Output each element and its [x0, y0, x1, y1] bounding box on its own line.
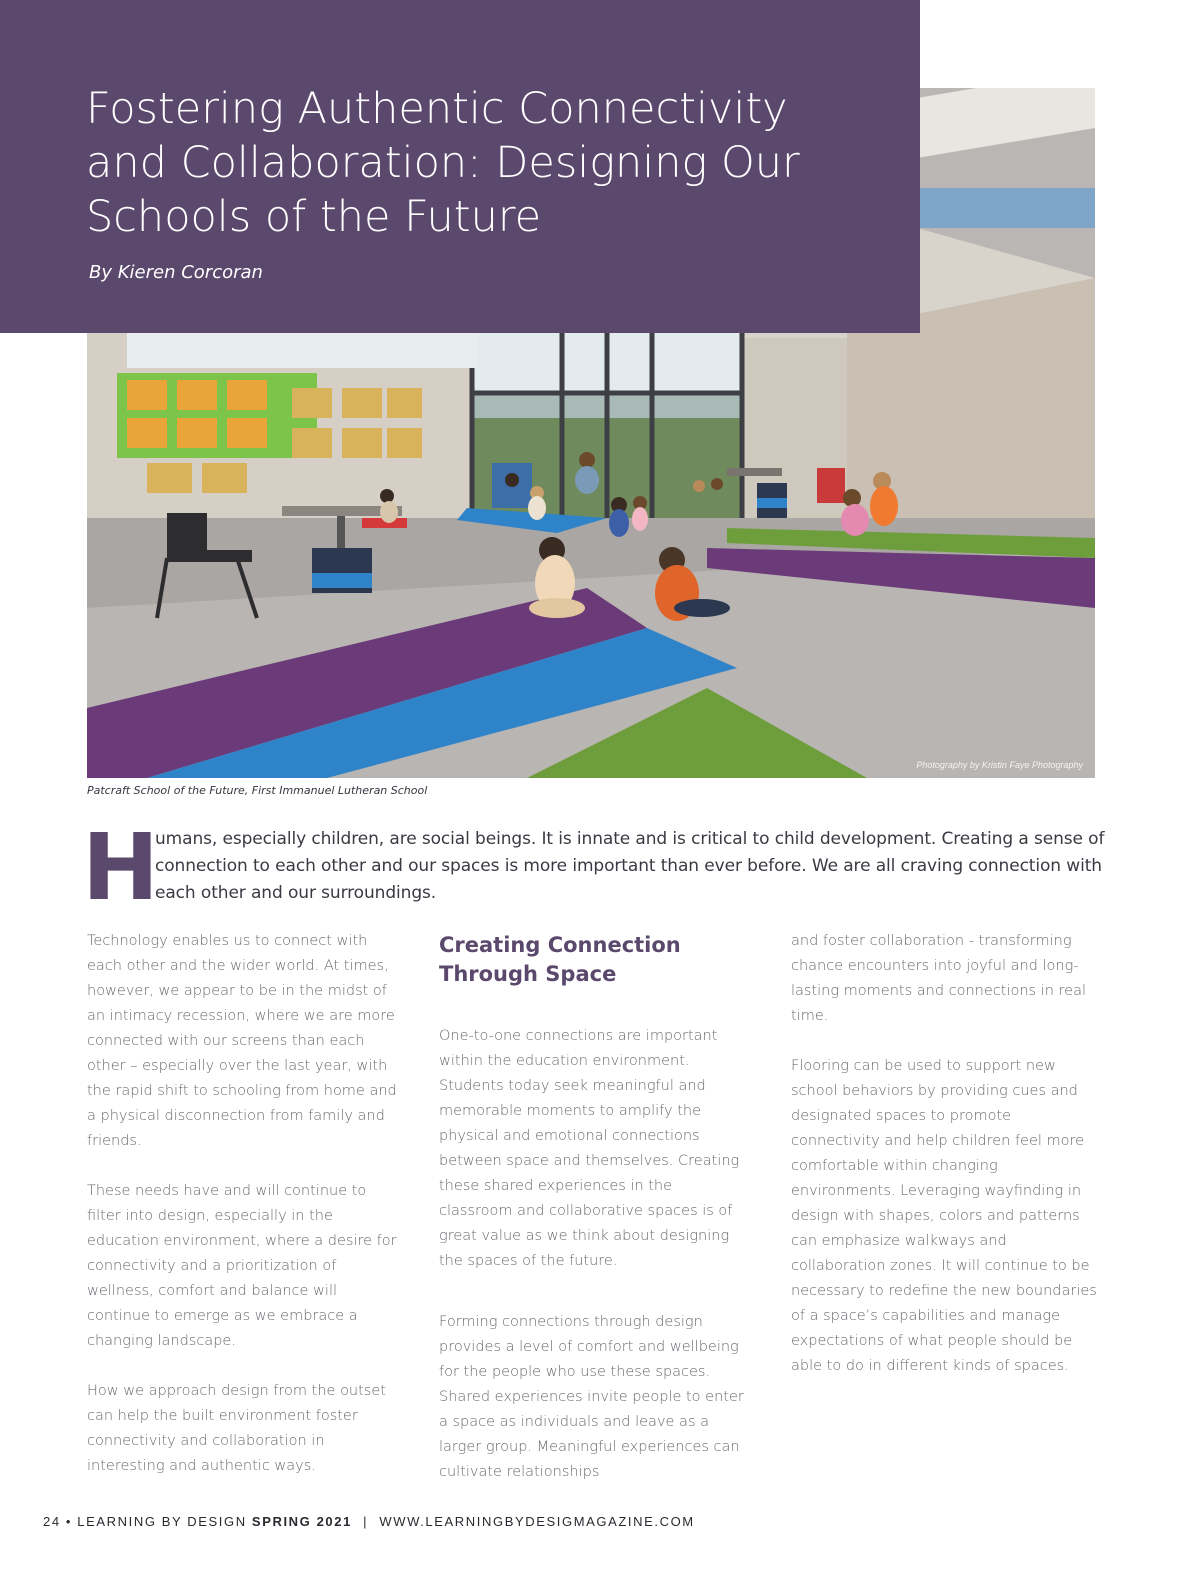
body-paragraph: How we approach design from the outset can help the built environment foster connectivity and collaboration in interesting and authentic ways.: [87, 1383, 386, 1474]
page-footer: [43, 1514, 695, 1529]
footer-divider: |: [363, 1514, 369, 1529]
section-heading: Creating Connection Through Space: [439, 933, 681, 986]
article-byline: By Kieren Corcoran: [89, 262, 263, 283]
issue-label: SPRING 2021: [251, 1514, 352, 1529]
footer-bullet: •: [65, 1514, 73, 1529]
photo-credit: Photography by Kristin Faye Photography: [916, 760, 1083, 770]
page-number: 24: [43, 1514, 61, 1529]
title-banner: [0, 0, 920, 333]
body-paragraph: Flooring can be used to support new school behaviors by providing cues and designated spaces to promote connectivity and help children feel more comfortable within changing environments. Leveraging wayfinding in design with shapes, colors and patterns can emphasize walkways and collaboration zones. It will continue to be necessary to redefine the new boundaries of a space’s capabilities and manage expectations of what people should be able to do in different kinds of spaces.: [791, 1058, 1097, 1374]
column-2: [439, 929, 749, 1510]
body-paragraph: Forming connections through design provides a level of comfort and wellbeing for the people who use these spaces. Shared experiences invite people to enter a space as individuals and leave as a larger group. Meaningful experiences can cultivate relationships: [439, 1314, 744, 1480]
body-paragraph: These needs have and will continue to filter into design, especially in the education environment, where a desire for connectivity and a prioritization of wellness, comfort and balance will continue to emerge as we embrace a changing landscape.: [87, 1183, 397, 1349]
photo-caption: Patcraft School of the Future, First Immanuel Lutheran School: [87, 784, 428, 797]
intro-paragraph: umans, especially children, are social beings. It is innate and is critical to child development. Creating a sense of connection to each other and our spaces is more important than ever before. We are all craving connection with each other and our surroundings.: [155, 829, 1105, 903]
article-title: Fostering Authentic Connectivity and Collaboration: Designing Our Schools of the Future: [86, 84, 800, 242]
column-1: [87, 929, 397, 1504]
magazine-name: LEARNING BY DESIGN: [77, 1514, 247, 1529]
body-paragraph: and foster collaboration - transforming chance encounters into joyful and long-lasting moments and connections in real time.: [791, 933, 1087, 1024]
body-paragraph: Technology enables us to connect with each other and the wider world. At times, however, we appear to be in the midst of an intimacy recession, where we are more connected with our screens than each other – especially over the last year, with the rapid shift to schooling from home and a physical disconnection from family and friends.: [87, 933, 397, 1149]
column-3: [791, 929, 1101, 1404]
magazine-url[interactable]: WWW.LEARNINGBYDESIGMAGAZINE.COM: [379, 1514, 695, 1529]
body-paragraph: One-to-one connections are important within the education environment. Students today seek meaningful and memorable moments to amplify the physical and emotional connections between space and themselves. Creating these shared experiences in the classroom and collaborative spaces is of great value as we think about designing the spaces of the future.: [439, 1028, 740, 1269]
drop-cap: H: [82, 814, 159, 921]
